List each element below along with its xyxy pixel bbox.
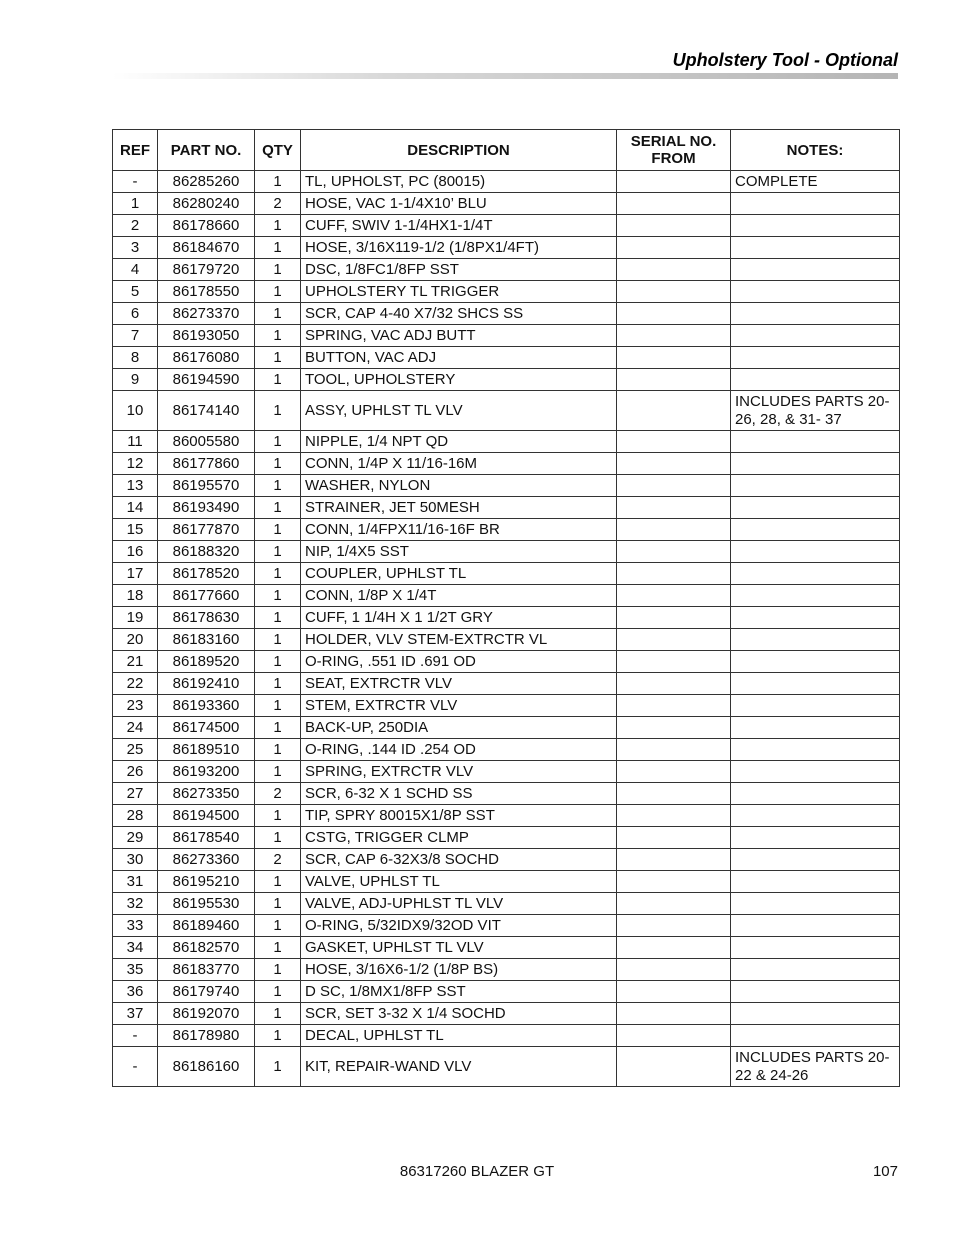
cell-notes [731, 369, 900, 391]
cell-serial-no [617, 871, 731, 893]
table-row [113, 1025, 900, 1047]
parts-table-body [113, 171, 900, 1087]
cell-serial-no [617, 369, 731, 391]
cell-notes [731, 695, 900, 717]
table-row [113, 783, 900, 805]
cell-notes [731, 959, 900, 981]
cell-description: BACK-UP, 250DIA [301, 717, 617, 739]
cell-qty: 1 [255, 497, 301, 519]
table-row [113, 629, 900, 651]
table-row [113, 281, 900, 303]
cell-description: SCR, SET 3-32 X 1/4 SOCHD [301, 1003, 617, 1025]
cell-serial-no [617, 739, 731, 761]
cell-ref: 17 [113, 563, 158, 585]
header-row [113, 130, 900, 171]
table-row [113, 695, 900, 717]
cell-qty: 1 [255, 259, 301, 281]
cell-ref: - [113, 1047, 158, 1087]
cell-part-no: 86178980 [158, 1025, 255, 1047]
cell-qty: 1 [255, 981, 301, 1003]
cell-qty: 1 [255, 871, 301, 893]
cell-part-no: 86178520 [158, 563, 255, 585]
cell-qty: 1 [255, 629, 301, 651]
cell-description: O-RING, .144 ID .254 OD [301, 739, 617, 761]
cell-notes [731, 673, 900, 695]
cell-notes [731, 1003, 900, 1025]
cell-part-no: 86280240 [158, 193, 255, 215]
cell-part-no: 86193490 [158, 497, 255, 519]
cell-notes [731, 497, 900, 519]
cell-ref: 7 [113, 325, 158, 347]
table-row [113, 673, 900, 695]
cell-part-no: 86183770 [158, 959, 255, 981]
cell-serial-no [617, 1003, 731, 1025]
cell-serial-no [617, 431, 731, 453]
cell-notes [731, 893, 900, 915]
cell-ref: 5 [113, 281, 158, 303]
cell-ref: 14 [113, 497, 158, 519]
cell-description: NIPPLE, 1/4 NPT QD [301, 431, 617, 453]
cell-part-no: 86005580 [158, 431, 255, 453]
cell-qty: 1 [255, 1003, 301, 1025]
table-row [113, 171, 900, 193]
table-row [113, 849, 900, 871]
cell-ref: 24 [113, 717, 158, 739]
cell-qty: 2 [255, 849, 301, 871]
cell-ref: 36 [113, 981, 158, 1003]
cell-notes [731, 607, 900, 629]
cell-qty: 1 [255, 827, 301, 849]
cell-serial-no [617, 893, 731, 915]
cell-part-no: 86178550 [158, 281, 255, 303]
cell-ref: 2 [113, 215, 158, 237]
cell-qty: 2 [255, 193, 301, 215]
cell-qty: 1 [255, 585, 301, 607]
header-serial-no: SERIAL NO. FROM [617, 130, 731, 171]
cell-ref: 35 [113, 959, 158, 981]
cell-part-no: 86174140 [158, 391, 255, 431]
cell-serial-no [617, 453, 731, 475]
cell-part-no: 86192410 [158, 673, 255, 695]
cell-notes [731, 651, 900, 673]
cell-ref: 10 [113, 391, 158, 431]
cell-description: STRAINER, JET 50MESH [301, 497, 617, 519]
cell-part-no: 86177860 [158, 453, 255, 475]
cell-description: WASHER, NYLON [301, 475, 617, 497]
cell-description: GASKET, UPHLST TL VLV [301, 937, 617, 959]
cell-notes [731, 281, 900, 303]
cell-ref: 37 [113, 1003, 158, 1025]
cell-part-no: 86182570 [158, 937, 255, 959]
table-row [113, 193, 900, 215]
cell-qty: 1 [255, 325, 301, 347]
cell-serial-no [617, 827, 731, 849]
footer-document-id: 86317260 BLAZER GT [399, 1163, 555, 1180]
cell-serial-no [617, 915, 731, 937]
cell-qty: 1 [255, 453, 301, 475]
cell-notes [731, 871, 900, 893]
cell-description: SPRING, EXTRCTR VLV [301, 761, 617, 783]
cell-notes [731, 717, 900, 739]
cell-description: DSC, 1/8FC1/8FP SST [301, 259, 617, 281]
cell-description: SCR, CAP 6-32X3/8 SOCHD [301, 849, 617, 871]
cell-ref: 3 [113, 237, 158, 259]
cell-notes: COMPLETE [731, 171, 900, 193]
cell-qty: 1 [255, 915, 301, 937]
cell-ref: 29 [113, 827, 158, 849]
cell-part-no: 86188320 [158, 541, 255, 563]
cell-serial-no [617, 805, 731, 827]
cell-serial-no [617, 651, 731, 673]
cell-part-no: 86273360 [158, 849, 255, 871]
cell-description: STEM, EXTRCTR VLV [301, 695, 617, 717]
cell-part-no: 86195570 [158, 475, 255, 497]
cell-part-no: 86194500 [158, 805, 255, 827]
cell-serial-no [617, 1025, 731, 1047]
table-row [113, 347, 900, 369]
cell-serial-no [617, 937, 731, 959]
cell-part-no: 86194590 [158, 369, 255, 391]
cell-description: SCR, 6-32 X 1 SCHD SS [301, 783, 617, 805]
cell-description: CSTG, TRIGGER CLMP [301, 827, 617, 849]
table-row [113, 981, 900, 1003]
cell-qty: 1 [255, 281, 301, 303]
cell-notes [731, 739, 900, 761]
cell-serial-no [617, 193, 731, 215]
cell-serial-no [617, 519, 731, 541]
cell-qty: 1 [255, 237, 301, 259]
cell-description: HOSE, VAC 1-1/4X10’ BLU [301, 193, 617, 215]
cell-ref: 1 [113, 193, 158, 215]
cell-notes [731, 325, 900, 347]
cell-notes [731, 827, 900, 849]
cell-serial-no [617, 281, 731, 303]
cell-notes [731, 783, 900, 805]
cell-description: COUPLER, UPHLST TL [301, 563, 617, 585]
cell-description: SCR, CAP 4-40 X7/32 SHCS SS [301, 303, 617, 325]
cell-ref: 22 [113, 673, 158, 695]
cell-description: CUFF, 1 1/4H X 1 1/2T GRY [301, 607, 617, 629]
table-row [113, 431, 900, 453]
cell-serial-no [617, 347, 731, 369]
cell-part-no: 86195210 [158, 871, 255, 893]
table-row [113, 303, 900, 325]
cell-qty: 1 [255, 893, 301, 915]
cell-ref: 4 [113, 259, 158, 281]
cell-qty: 1 [255, 519, 301, 541]
table-row [113, 585, 900, 607]
cell-ref: 19 [113, 607, 158, 629]
cell-ref: 12 [113, 453, 158, 475]
page-section-title: Upholstery Tool - Optional [672, 50, 898, 70]
cell-part-no: 86184670 [158, 237, 255, 259]
cell-serial-no [617, 695, 731, 717]
cell-notes [731, 193, 900, 215]
cell-description: DECAL, UPHLST TL [301, 1025, 617, 1047]
table-row [113, 325, 900, 347]
cell-notes [731, 453, 900, 475]
cell-description: O-RING, 5/32IDX9/32OD VIT [301, 915, 617, 937]
cell-description: CONN, 1/8P X 1/4T [301, 585, 617, 607]
cell-serial-no [617, 761, 731, 783]
cell-qty: 1 [255, 215, 301, 237]
cell-qty: 1 [255, 303, 301, 325]
cell-part-no: 86193050 [158, 325, 255, 347]
cell-part-no: 86193200 [158, 761, 255, 783]
cell-part-no: 86189460 [158, 915, 255, 937]
cell-qty: 1 [255, 739, 301, 761]
cell-part-no: 86195530 [158, 893, 255, 915]
footer-page-number: 107 [872, 1163, 898, 1180]
cell-serial-no [617, 1047, 731, 1087]
parts-table-header [113, 130, 900, 171]
cell-ref: 28 [113, 805, 158, 827]
cell-notes [731, 431, 900, 453]
cell-part-no: 86178540 [158, 827, 255, 849]
cell-notes [731, 629, 900, 651]
cell-notes [731, 475, 900, 497]
cell-qty: 1 [255, 475, 301, 497]
cell-ref: 34 [113, 937, 158, 959]
cell-part-no: 86273370 [158, 303, 255, 325]
table-row [113, 563, 900, 585]
cell-ref: 33 [113, 915, 158, 937]
cell-ref: 25 [113, 739, 158, 761]
header-part-no: PART NO. [158, 130, 255, 171]
cell-description: HOSE, 3/16X119-1/2 (1/8PX1/4FT) [301, 237, 617, 259]
cell-description: UPHOLSTERY TL TRIGGER [301, 281, 617, 303]
cell-ref: 30 [113, 849, 158, 871]
cell-serial-no [617, 629, 731, 651]
cell-notes [731, 237, 900, 259]
table-row [113, 215, 900, 237]
cell-ref: 23 [113, 695, 158, 717]
header-ref: REF [113, 130, 158, 171]
cell-description: SPRING, VAC ADJ BUTT [301, 325, 617, 347]
cell-part-no: 86273350 [158, 783, 255, 805]
cell-serial-no [617, 391, 731, 431]
cell-ref: 15 [113, 519, 158, 541]
cell-qty: 1 [255, 391, 301, 431]
cell-qty: 2 [255, 783, 301, 805]
header-rule [112, 73, 898, 79]
cell-description: D SC, 1/8MX1/8FP SST [301, 981, 617, 1003]
table-row [113, 1047, 900, 1087]
cell-description: TL, UPHOLST, PC (80015) [301, 171, 617, 193]
table-row [113, 259, 900, 281]
cell-qty: 1 [255, 761, 301, 783]
table-row [113, 717, 900, 739]
cell-description: CUFF, SWIV 1-1/4HX1-1/4T [301, 215, 617, 237]
cell-serial-no [617, 541, 731, 563]
cell-serial-no [617, 237, 731, 259]
cell-part-no: 86179740 [158, 981, 255, 1003]
cell-notes [731, 585, 900, 607]
cell-serial-no [617, 607, 731, 629]
cell-part-no: 86176080 [158, 347, 255, 369]
header-notes: NOTES: [731, 130, 900, 171]
cell-part-no: 86186160 [158, 1047, 255, 1087]
cell-serial-no [617, 981, 731, 1003]
table-row [113, 1003, 900, 1025]
cell-ref: 16 [113, 541, 158, 563]
cell-part-no: 86193360 [158, 695, 255, 717]
cell-ref: - [113, 1025, 158, 1047]
table-row [113, 453, 900, 475]
cell-ref: 26 [113, 761, 158, 783]
cell-ref: 18 [113, 585, 158, 607]
cell-serial-no [617, 303, 731, 325]
cell-notes [731, 215, 900, 237]
cell-serial-no [617, 717, 731, 739]
table-row [113, 805, 900, 827]
cell-serial-no [617, 585, 731, 607]
cell-serial-no [617, 171, 731, 193]
cell-description: VALVE, ADJ-UPHLST TL VLV [301, 893, 617, 915]
cell-ref: 31 [113, 871, 158, 893]
cell-qty: 1 [255, 171, 301, 193]
cell-ref: 32 [113, 893, 158, 915]
cell-ref: 21 [113, 651, 158, 673]
cell-part-no: 86189510 [158, 739, 255, 761]
cell-ref: 20 [113, 629, 158, 651]
cell-qty: 1 [255, 347, 301, 369]
parts-table [112, 129, 900, 1087]
cell-serial-no [617, 849, 731, 871]
cell-part-no: 86178630 [158, 607, 255, 629]
cell-ref: 11 [113, 431, 158, 453]
cell-serial-no [617, 325, 731, 347]
cell-notes [731, 1025, 900, 1047]
cell-part-no: 86174500 [158, 717, 255, 739]
table-row [113, 541, 900, 563]
cell-qty: 1 [255, 369, 301, 391]
cell-description: CONN, 1/4P X 11/16-16M [301, 453, 617, 475]
header-qty: QTY [255, 130, 301, 171]
cell-qty: 1 [255, 695, 301, 717]
cell-qty: 1 [255, 651, 301, 673]
cell-description: HOSE, 3/16X6-1/2 (1/8P BS) [301, 959, 617, 981]
cell-notes [731, 519, 900, 541]
cell-qty: 1 [255, 431, 301, 453]
cell-serial-no [617, 959, 731, 981]
cell-description: SEAT, EXTRCTR VLV [301, 673, 617, 695]
cell-qty: 1 [255, 717, 301, 739]
cell-part-no: 86285260 [158, 171, 255, 193]
cell-qty: 1 [255, 541, 301, 563]
cell-description: HOLDER, VLV STEM-EXTRCTR VL [301, 629, 617, 651]
cell-description: O-RING, .551 ID .691 OD [301, 651, 617, 673]
cell-serial-no [617, 673, 731, 695]
table-row [113, 959, 900, 981]
cell-qty: 1 [255, 1025, 301, 1047]
table-row [113, 607, 900, 629]
cell-serial-no [617, 563, 731, 585]
table-row [113, 915, 900, 937]
cell-part-no: 86192070 [158, 1003, 255, 1025]
header-description: DESCRIPTION [301, 130, 617, 171]
cell-description: CONN, 1/4FPX11/16-16F BR [301, 519, 617, 541]
table-row [113, 475, 900, 497]
cell-part-no: 86177870 [158, 519, 255, 541]
cell-qty: 1 [255, 805, 301, 827]
table-row [113, 937, 900, 959]
cell-ref: 6 [113, 303, 158, 325]
table-row [113, 651, 900, 673]
cell-notes [731, 347, 900, 369]
cell-description: TOOL, UPHOLSTERY [301, 369, 617, 391]
cell-serial-no [617, 497, 731, 519]
cell-description: VALVE, UPHLST TL [301, 871, 617, 893]
table-row [113, 519, 900, 541]
cell-ref: 13 [113, 475, 158, 497]
cell-serial-no [617, 215, 731, 237]
cell-qty: 1 [255, 1047, 301, 1087]
cell-notes [731, 541, 900, 563]
table-row [113, 391, 900, 431]
table-row [113, 893, 900, 915]
cell-ref: 9 [113, 369, 158, 391]
cell-description: ASSY, UPHLST TL VLV [301, 391, 617, 431]
cell-notes [731, 761, 900, 783]
cell-notes [731, 915, 900, 937]
cell-part-no: 86179720 [158, 259, 255, 281]
cell-part-no: 86183160 [158, 629, 255, 651]
table-row [113, 369, 900, 391]
table-row [113, 237, 900, 259]
cell-qty: 1 [255, 673, 301, 695]
cell-qty: 1 [255, 563, 301, 585]
cell-serial-no [617, 475, 731, 497]
cell-qty: 1 [255, 607, 301, 629]
cell-ref: 27 [113, 783, 158, 805]
cell-notes [731, 303, 900, 325]
cell-notes [731, 937, 900, 959]
cell-qty: 1 [255, 937, 301, 959]
cell-description: TIP, SPRY 80015X1/8P SST [301, 805, 617, 827]
cell-notes [731, 981, 900, 1003]
cell-part-no: 86178660 [158, 215, 255, 237]
table-row [113, 827, 900, 849]
cell-description: KIT, REPAIR-WAND VLV [301, 1047, 617, 1087]
cell-qty: 1 [255, 959, 301, 981]
cell-ref: - [113, 171, 158, 193]
cell-notes: INCLUDES PARTS 20-22 & 24-26 [731, 1047, 900, 1087]
cell-notes [731, 849, 900, 871]
cell-serial-no [617, 259, 731, 281]
cell-notes [731, 805, 900, 827]
cell-serial-no [617, 783, 731, 805]
table-row [113, 761, 900, 783]
cell-part-no: 86177660 [158, 585, 255, 607]
table-row [113, 497, 900, 519]
table-row [113, 739, 900, 761]
cell-notes [731, 259, 900, 281]
cell-part-no: 86189520 [158, 651, 255, 673]
table-row [113, 871, 900, 893]
cell-description: NIP, 1/4X5 SST [301, 541, 617, 563]
cell-description: BUTTON, VAC ADJ [301, 347, 617, 369]
cell-ref: 8 [113, 347, 158, 369]
cell-notes [731, 563, 900, 585]
cell-notes: INCLUDES PARTS 20-26, 28, & 31- 37 [731, 391, 900, 431]
